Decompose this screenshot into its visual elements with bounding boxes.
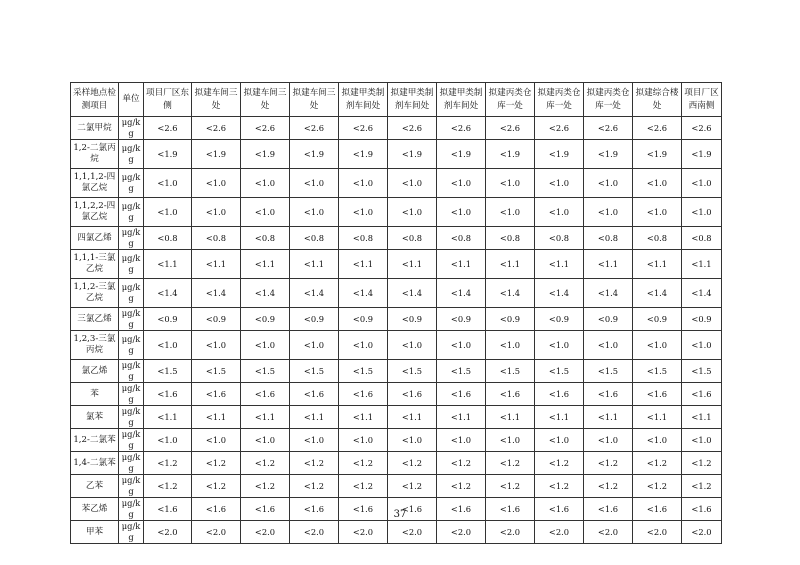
value-cell: <1.4: [584, 279, 633, 308]
value-cell: <1.6: [192, 383, 241, 406]
value-cell: <2.6: [437, 117, 486, 140]
value-cell: <1.2: [144, 452, 192, 475]
value-cell: <1.6: [682, 498, 722, 521]
value-cell: <1.0: [192, 331, 241, 360]
value-cell: <1.1: [144, 406, 192, 429]
value-cell: <1.5: [241, 360, 290, 383]
value-cell: <0.9: [241, 308, 290, 331]
header-cell: 拟建车间三处: [192, 83, 241, 117]
item-name-cell: 氯乙烯: [71, 360, 119, 383]
value-cell: <1.2: [535, 452, 584, 475]
value-cell: <1.0: [144, 331, 192, 360]
value-cell: <1.4: [437, 279, 486, 308]
table-row: [71, 308, 722, 331]
header-cell: 拟建丙类仓库一处: [535, 83, 584, 117]
value-cell: <1.4: [192, 279, 241, 308]
value-cell: <1.0: [437, 198, 486, 227]
value-cell: <1.5: [633, 360, 682, 383]
value-cell: <1.6: [486, 383, 535, 406]
item-name-cell: 氯苯: [71, 406, 119, 429]
value-cell: <1.0: [241, 429, 290, 452]
unit-cell: μg/kg: [119, 117, 144, 140]
value-cell: <1.6: [339, 383, 388, 406]
value-cell: <2.0: [241, 521, 290, 544]
value-cell: <1.5: [535, 360, 584, 383]
value-cell: <1.6: [144, 498, 192, 521]
table-row: [71, 169, 722, 198]
value-cell: <1.2: [290, 475, 339, 498]
value-cell: <2.6: [388, 117, 437, 140]
value-cell: <1.0: [241, 169, 290, 198]
value-cell: <1.6: [633, 383, 682, 406]
unit-cell: μg/kg: [119, 169, 144, 198]
value-cell: <1.0: [682, 331, 722, 360]
value-cell: <2.6: [633, 117, 682, 140]
value-cell: <1.1: [192, 406, 241, 429]
value-cell: <1.1: [290, 406, 339, 429]
value-cell: <1.0: [192, 429, 241, 452]
value-cell: <1.1: [144, 250, 192, 279]
value-cell: <1.2: [437, 475, 486, 498]
value-cell: <1.1: [437, 406, 486, 429]
value-cell: <0.9: [682, 308, 722, 331]
value-cell: <1.4: [535, 279, 584, 308]
value-cell: <2.0: [682, 521, 722, 544]
value-cell: <1.2: [486, 475, 535, 498]
value-cell: <1.6: [144, 383, 192, 406]
value-cell: <2.6: [192, 117, 241, 140]
value-cell: <1.1: [339, 250, 388, 279]
value-cell: <2.0: [486, 521, 535, 544]
value-cell: <1.2: [437, 452, 486, 475]
value-cell: <1.0: [290, 198, 339, 227]
value-cell: <1.0: [535, 331, 584, 360]
value-cell: <1.0: [535, 429, 584, 452]
value-cell: <1.0: [388, 331, 437, 360]
value-cell: <0.8: [290, 227, 339, 250]
table-row: [71, 452, 722, 475]
value-cell: <0.9: [339, 308, 388, 331]
value-cell: <1.6: [339, 498, 388, 521]
value-cell: <2.6: [535, 117, 584, 140]
header-cell: 单位: [119, 83, 144, 117]
value-cell: <1.9: [682, 140, 722, 169]
item-name-cell: 1,2-二氯苯: [71, 429, 119, 452]
table-row: [71, 279, 722, 308]
value-cell: <1.0: [290, 429, 339, 452]
value-cell: <0.9: [437, 308, 486, 331]
value-cell: <1.0: [339, 169, 388, 198]
value-cell: <2.6: [682, 117, 722, 140]
unit-cell: μg/kg: [119, 521, 144, 544]
header-cell: 拟建丙类仓库一处: [486, 83, 535, 117]
value-cell: <1.1: [388, 250, 437, 279]
value-cell: <2.0: [437, 521, 486, 544]
item-name-cell: 甲苯: [71, 521, 119, 544]
table-row: [71, 429, 722, 452]
unit-cell: μg/kg: [119, 498, 144, 521]
value-cell: <1.6: [535, 498, 584, 521]
value-cell: <1.0: [144, 429, 192, 452]
value-cell: <2.0: [633, 521, 682, 544]
value-cell: <1.9: [144, 140, 192, 169]
value-cell: <2.0: [535, 521, 584, 544]
value-cell: <0.9: [486, 308, 535, 331]
value-cell: <1.0: [633, 198, 682, 227]
unit-cell: μg/kg: [119, 452, 144, 475]
item-name-cell: 三氯乙烯: [71, 308, 119, 331]
value-cell: <1.5: [437, 360, 486, 383]
value-cell: <1.1: [535, 250, 584, 279]
table-row: [71, 406, 722, 429]
table-row: [71, 383, 722, 406]
value-cell: <1.0: [388, 198, 437, 227]
value-cell: <1.0: [144, 169, 192, 198]
value-cell: <1.2: [241, 452, 290, 475]
value-cell: <1.9: [486, 140, 535, 169]
value-cell: <1.6: [633, 498, 682, 521]
value-cell: <1.0: [241, 331, 290, 360]
value-cell: <1.6: [192, 498, 241, 521]
item-name-cell: 1,1,2,2-四氯乙烷: [71, 198, 119, 227]
item-name-cell: 1,1,1-三氯乙烷: [71, 250, 119, 279]
value-cell: <1.5: [682, 360, 722, 383]
value-cell: <0.9: [290, 308, 339, 331]
value-cell: <1.6: [241, 498, 290, 521]
value-cell: <1.1: [584, 406, 633, 429]
value-cell: <0.8: [633, 227, 682, 250]
unit-cell: μg/kg: [119, 406, 144, 429]
value-cell: <1.0: [682, 198, 722, 227]
value-cell: <0.8: [486, 227, 535, 250]
unit-cell: μg/kg: [119, 250, 144, 279]
value-cell: <0.8: [144, 227, 192, 250]
value-cell: <1.0: [437, 169, 486, 198]
value-cell: <0.9: [192, 308, 241, 331]
value-cell: <1.2: [388, 475, 437, 498]
value-cell: <1.2: [192, 475, 241, 498]
value-cell: <1.2: [388, 452, 437, 475]
value-cell: <2.6: [144, 117, 192, 140]
value-cell: <1.0: [192, 198, 241, 227]
item-name-cell: 1,1,2-三氯乙烷: [71, 279, 119, 308]
table-row: [71, 198, 722, 227]
value-cell: <1.0: [339, 198, 388, 227]
value-cell: <1.2: [633, 475, 682, 498]
value-cell: <1.0: [584, 331, 633, 360]
value-cell: <0.9: [584, 308, 633, 331]
value-cell: <1.0: [486, 198, 535, 227]
value-cell: <0.8: [535, 227, 584, 250]
value-cell: <1.1: [486, 250, 535, 279]
value-cell: <0.8: [241, 227, 290, 250]
unit-cell: μg/kg: [119, 383, 144, 406]
item-name-cell: 苯: [71, 383, 119, 406]
value-cell: <1.0: [486, 429, 535, 452]
value-cell: <1.4: [633, 279, 682, 308]
value-cell: <2.6: [584, 117, 633, 140]
item-name-cell: 1,2,3-三氯丙烷: [71, 331, 119, 360]
value-cell: <1.0: [290, 331, 339, 360]
value-cell: <1.6: [437, 498, 486, 521]
item-name-cell: 1,1,1,2-四氯乙烷: [71, 169, 119, 198]
value-cell: <1.5: [144, 360, 192, 383]
value-cell: <1.0: [633, 169, 682, 198]
value-cell: <0.9: [388, 308, 437, 331]
value-cell: <1.0: [339, 331, 388, 360]
value-cell: <1.2: [144, 475, 192, 498]
value-cell: <1.0: [486, 331, 535, 360]
header-cell: 采样地点检测项目: [71, 83, 119, 117]
value-cell: <1.4: [339, 279, 388, 308]
value-cell: <1.0: [437, 429, 486, 452]
value-cell: <1.6: [535, 383, 584, 406]
value-cell: <1.1: [241, 250, 290, 279]
value-cell: <1.9: [437, 140, 486, 169]
value-cell: <1.6: [290, 498, 339, 521]
value-cell: <1.5: [388, 360, 437, 383]
value-cell: <1.5: [584, 360, 633, 383]
unit-cell: μg/kg: [119, 227, 144, 250]
value-cell: <0.8: [437, 227, 486, 250]
value-cell: <2.0: [290, 521, 339, 544]
value-cell: <1.0: [584, 169, 633, 198]
table-row: [71, 475, 722, 498]
value-cell: <1.0: [388, 429, 437, 452]
value-cell: <1.1: [437, 250, 486, 279]
value-cell: <1.5: [290, 360, 339, 383]
value-cell: <1.9: [535, 140, 584, 169]
item-name-cell: 四氯乙烯: [71, 227, 119, 250]
value-cell: <1.6: [290, 383, 339, 406]
value-cell: <1.6: [388, 498, 437, 521]
value-cell: <1.9: [388, 140, 437, 169]
value-cell: <1.9: [339, 140, 388, 169]
unit-cell: μg/kg: [119, 308, 144, 331]
unit-cell: μg/kg: [119, 331, 144, 360]
value-cell: <2.0: [339, 521, 388, 544]
value-cell: <1.0: [682, 429, 722, 452]
value-cell: <1.0: [633, 429, 682, 452]
value-cell: <1.6: [584, 383, 633, 406]
value-cell: <1.2: [584, 475, 633, 498]
value-cell: <2.6: [339, 117, 388, 140]
value-cell: <1.0: [144, 198, 192, 227]
value-cell: <0.9: [144, 308, 192, 331]
value-cell: <1.0: [339, 429, 388, 452]
value-cell: <1.0: [535, 169, 584, 198]
header-cell: 拟建甲类制剂车间处: [437, 83, 486, 117]
table-row: [71, 521, 722, 544]
value-cell: <1.0: [192, 169, 241, 198]
item-name-cell: 乙苯: [71, 475, 119, 498]
value-cell: <1.9: [192, 140, 241, 169]
value-cell: <0.9: [535, 308, 584, 331]
value-cell: <1.0: [633, 331, 682, 360]
header-cell: 项目厂区西南侧: [682, 83, 722, 117]
unit-cell: μg/kg: [119, 475, 144, 498]
value-cell: <1.2: [535, 475, 584, 498]
value-cell: <1.1: [682, 250, 722, 279]
value-cell: <0.8: [388, 227, 437, 250]
value-cell: <1.9: [290, 140, 339, 169]
value-cell: <1.1: [241, 406, 290, 429]
value-cell: <1.2: [192, 452, 241, 475]
monitoring-results-table: [70, 82, 722, 544]
value-cell: <1.0: [535, 198, 584, 227]
value-cell: <1.1: [535, 406, 584, 429]
value-cell: <2.6: [241, 117, 290, 140]
value-cell: <1.1: [290, 250, 339, 279]
value-cell: <1.4: [241, 279, 290, 308]
value-cell: <2.0: [388, 521, 437, 544]
value-cell: <1.1: [192, 250, 241, 279]
value-cell: <1.1: [486, 406, 535, 429]
value-cell: <1.6: [682, 383, 722, 406]
unit-cell: μg/kg: [119, 360, 144, 383]
unit-cell: μg/kg: [119, 279, 144, 308]
value-cell: <1.1: [633, 406, 682, 429]
value-cell: <0.8: [584, 227, 633, 250]
value-cell: <1.4: [144, 279, 192, 308]
value-cell: <1.5: [339, 360, 388, 383]
value-cell: <2.0: [144, 521, 192, 544]
value-cell: <1.6: [437, 383, 486, 406]
item-name-cell: 二氯甲烷: [71, 117, 119, 140]
table-row: [71, 360, 722, 383]
value-cell: <2.6: [486, 117, 535, 140]
value-cell: <1.2: [339, 475, 388, 498]
page-number: 37: [393, 509, 407, 520]
value-cell: <0.8: [192, 227, 241, 250]
value-cell: <1.0: [388, 169, 437, 198]
value-cell: <2.6: [290, 117, 339, 140]
table-row: [71, 117, 722, 140]
value-cell: <1.1: [584, 250, 633, 279]
value-cell: <0.9: [633, 308, 682, 331]
header-cell: 拟建丙类仓库一处: [584, 83, 633, 117]
header-cell: 拟建综合楼处: [633, 83, 682, 117]
value-cell: <1.2: [241, 475, 290, 498]
value-cell: <1.1: [682, 406, 722, 429]
value-cell: <1.2: [486, 452, 535, 475]
table-header-row: [71, 83, 722, 117]
value-cell: <1.2: [584, 452, 633, 475]
value-cell: <1.4: [290, 279, 339, 308]
item-name-cell: 1,4-二氯苯: [71, 452, 119, 475]
unit-cell: μg/kg: [119, 198, 144, 227]
value-cell: <1.5: [486, 360, 535, 383]
value-cell: <1.0: [486, 169, 535, 198]
value-cell: <1.4: [682, 279, 722, 308]
unit-cell: μg/kg: [119, 429, 144, 452]
header-cell: 拟建甲类制剂车间处: [388, 83, 437, 117]
table-row: [71, 250, 722, 279]
value-cell: <1.2: [290, 452, 339, 475]
unit-cell: μg/kg: [119, 140, 144, 169]
item-name-cell: 1,2-二氯丙烷: [71, 140, 119, 169]
header-cell: 拟建车间三处: [290, 83, 339, 117]
header-cell: 拟建甲类制剂车间处: [339, 83, 388, 117]
value-cell: <1.1: [633, 250, 682, 279]
header-cell: 拟建车间三处: [241, 83, 290, 117]
value-cell: <1.6: [388, 383, 437, 406]
value-cell: <1.4: [486, 279, 535, 308]
value-cell: <0.8: [682, 227, 722, 250]
value-cell: <1.9: [633, 140, 682, 169]
value-cell: <1.0: [584, 429, 633, 452]
value-cell: <1.2: [682, 475, 722, 498]
value-cell: <2.0: [192, 521, 241, 544]
value-cell: <1.1: [339, 406, 388, 429]
value-cell: <0.8: [339, 227, 388, 250]
value-cell: <1.6: [241, 383, 290, 406]
value-cell: <1.0: [290, 169, 339, 198]
value-cell: <1.6: [584, 498, 633, 521]
value-cell: <1.9: [584, 140, 633, 169]
value-cell: <1.6: [486, 498, 535, 521]
value-cell: <1.0: [682, 169, 722, 198]
value-cell: <1.5: [192, 360, 241, 383]
value-cell: <1.0: [437, 331, 486, 360]
value-cell: <1.2: [633, 452, 682, 475]
item-name-cell: 苯乙烯: [71, 498, 119, 521]
table-row: [71, 331, 722, 360]
value-cell: <1.1: [388, 406, 437, 429]
value-cell: <1.2: [339, 452, 388, 475]
table-row: [71, 140, 722, 169]
value-cell: <1.4: [388, 279, 437, 308]
value-cell: <1.9: [241, 140, 290, 169]
value-cell: <1.2: [682, 452, 722, 475]
table-row: [71, 227, 722, 250]
value-cell: <1.0: [241, 198, 290, 227]
value-cell: <2.0: [584, 521, 633, 544]
value-cell: <1.0: [584, 198, 633, 227]
header-cell: 项目厂区东侧: [144, 83, 192, 117]
